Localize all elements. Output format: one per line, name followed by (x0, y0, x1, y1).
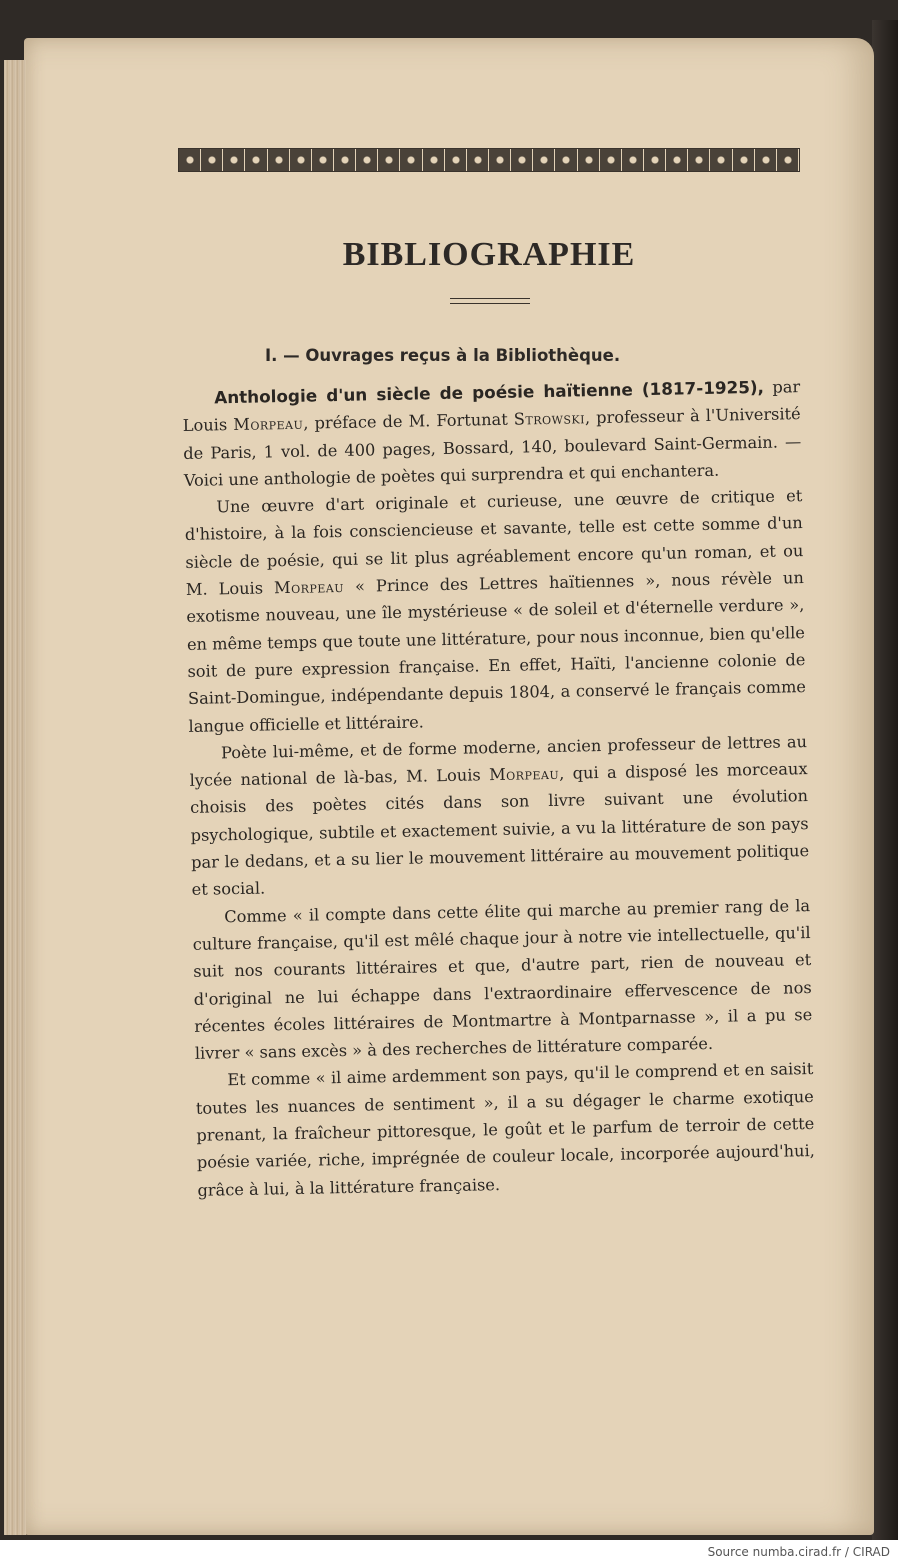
ornament-tile (755, 149, 777, 171)
paragraph (189, 728, 810, 904)
ornament-tile (489, 149, 511, 171)
paragraph (195, 1055, 816, 1203)
paragraph (182, 373, 802, 494)
ornament-tile (268, 149, 290, 171)
ornament-tile (666, 149, 688, 171)
ornament-tile (312, 149, 334, 171)
author-name: Morpeau (233, 413, 304, 435)
paragraph (184, 482, 807, 739)
author-name: Strowski (513, 408, 586, 429)
ornament-tile (733, 149, 755, 171)
ornament-tile (423, 149, 445, 171)
ornament-tile (223, 149, 245, 171)
ornament-tile (400, 149, 422, 171)
decorative-header-band (178, 148, 800, 172)
paragraph-text: par Louis (182, 377, 801, 436)
author-name: Morpeau (488, 763, 560, 785)
bibliography-body (182, 373, 816, 1204)
ornament-tile (378, 149, 400, 171)
paragraph (192, 892, 813, 1068)
ornament-tile (201, 149, 223, 171)
title-divider (450, 298, 530, 304)
author-name: Morpeau (273, 577, 345, 598)
paragraph-text: Poète lui-même, et de forme moderne, ancien professeur de lettres au lycée national de là-bas, M. Louis (189, 731, 808, 791)
ornament-tile (777, 149, 799, 171)
page-title: BIBLIOGRAPHIE (342, 236, 636, 273)
page-stack-edge (4, 60, 26, 1535)
paragraph-text: Et comme « il aime ardemment son pays, qu'il le comprend et en saisit toutes les nuances de sentiment », il a su dégager le charme exotique prenant, la fraîcheur pittoresque, le goût et le parfum de terroir de cette poésie variée, riche, imprégnée de couleur locale, incorporée aujourd'hui, grâce à lui, à la littérature française. (195, 1059, 816, 1200)
ornament-tile (179, 149, 201, 171)
paragraph-text: , qui a disposé les morceaux choisis des poètes cités dans son livre suivant une évolution psychologique, subtile et exactement suivie, a vu la littérature de son pays par le dedans, et a su lier le mouvement littéraire au mouvement politique et social. (189, 759, 810, 900)
paragraph-text: , préface de M. Fortunat (303, 409, 514, 433)
ornament-tile (600, 149, 622, 171)
ornament-tile (622, 149, 644, 171)
ornament-tile (644, 149, 666, 171)
paragraph-text: Comme « il compte dans cette élite qui marche au premier rang de la culture française, qu'il est mêlé chaque jour à notre vie intellectuelle, qu'il suit nos courants littéraires et que, d'autre part, rien de nouveau et d'original ne lui échappe dans l'extraordinaire effervescence de nos récentes écoles littéraires de Montmartre à Montparnasse », il a pu se livrer « sans excès » à des recherches de littérature comparée. (192, 895, 813, 1063)
book-title: Anthologie d'un siècle de poésie haïtienne (1817-1925), (214, 376, 765, 408)
ornament-tile (555, 149, 577, 171)
ornament-tile (290, 149, 312, 171)
ornament-tile (533, 149, 555, 171)
ornament-tile (356, 149, 378, 171)
ornament-tile (578, 149, 600, 171)
ornament-tile (445, 149, 467, 171)
ornament-tile (710, 149, 732, 171)
ornament-tile (334, 149, 356, 171)
paragraph-text: , professeur à l'Université de Paris, 1 vol. de 400 pages, Bossard, 140, boulevard Saint-Germain. — Voici une anthologie de poètes qui surprendra et qui enchantera. (183, 404, 802, 490)
ornament-tile (511, 149, 533, 171)
section-heading: I. — Ouvrages reçus à la Bibliothèque. (265, 346, 621, 365)
ornament-tile (688, 149, 710, 171)
paragraph-text: Une œuvre d'art originale et curieuse, une œuvre de critique et d'histoire, à la fois consciencieuse et savante, telle est cette somme d'un siècle de poésie, qui se lit plus agréablement encore qu'un roman, et ou M. Louis (184, 486, 804, 600)
source-credit: Source numba.cirad.fr / CIRAD (707, 1545, 890, 1559)
ornament-tile (245, 149, 267, 171)
paragraph-text: « Prince des Lettres haïtiennes », nous révèle un exotisme nouveau, une île mystérieuse « de soleil et d'éternelle verdure », en même temps que toute une littérature, pour nous inconnue, bien qu'elle soit de pure expression française. En effet, Haïti, l'ancienne colonie de Saint-Domingue, indépendante depuis 1804, a conservé le français comme langue officielle et littéraire. (186, 568, 807, 736)
ornament-tile (467, 149, 489, 171)
